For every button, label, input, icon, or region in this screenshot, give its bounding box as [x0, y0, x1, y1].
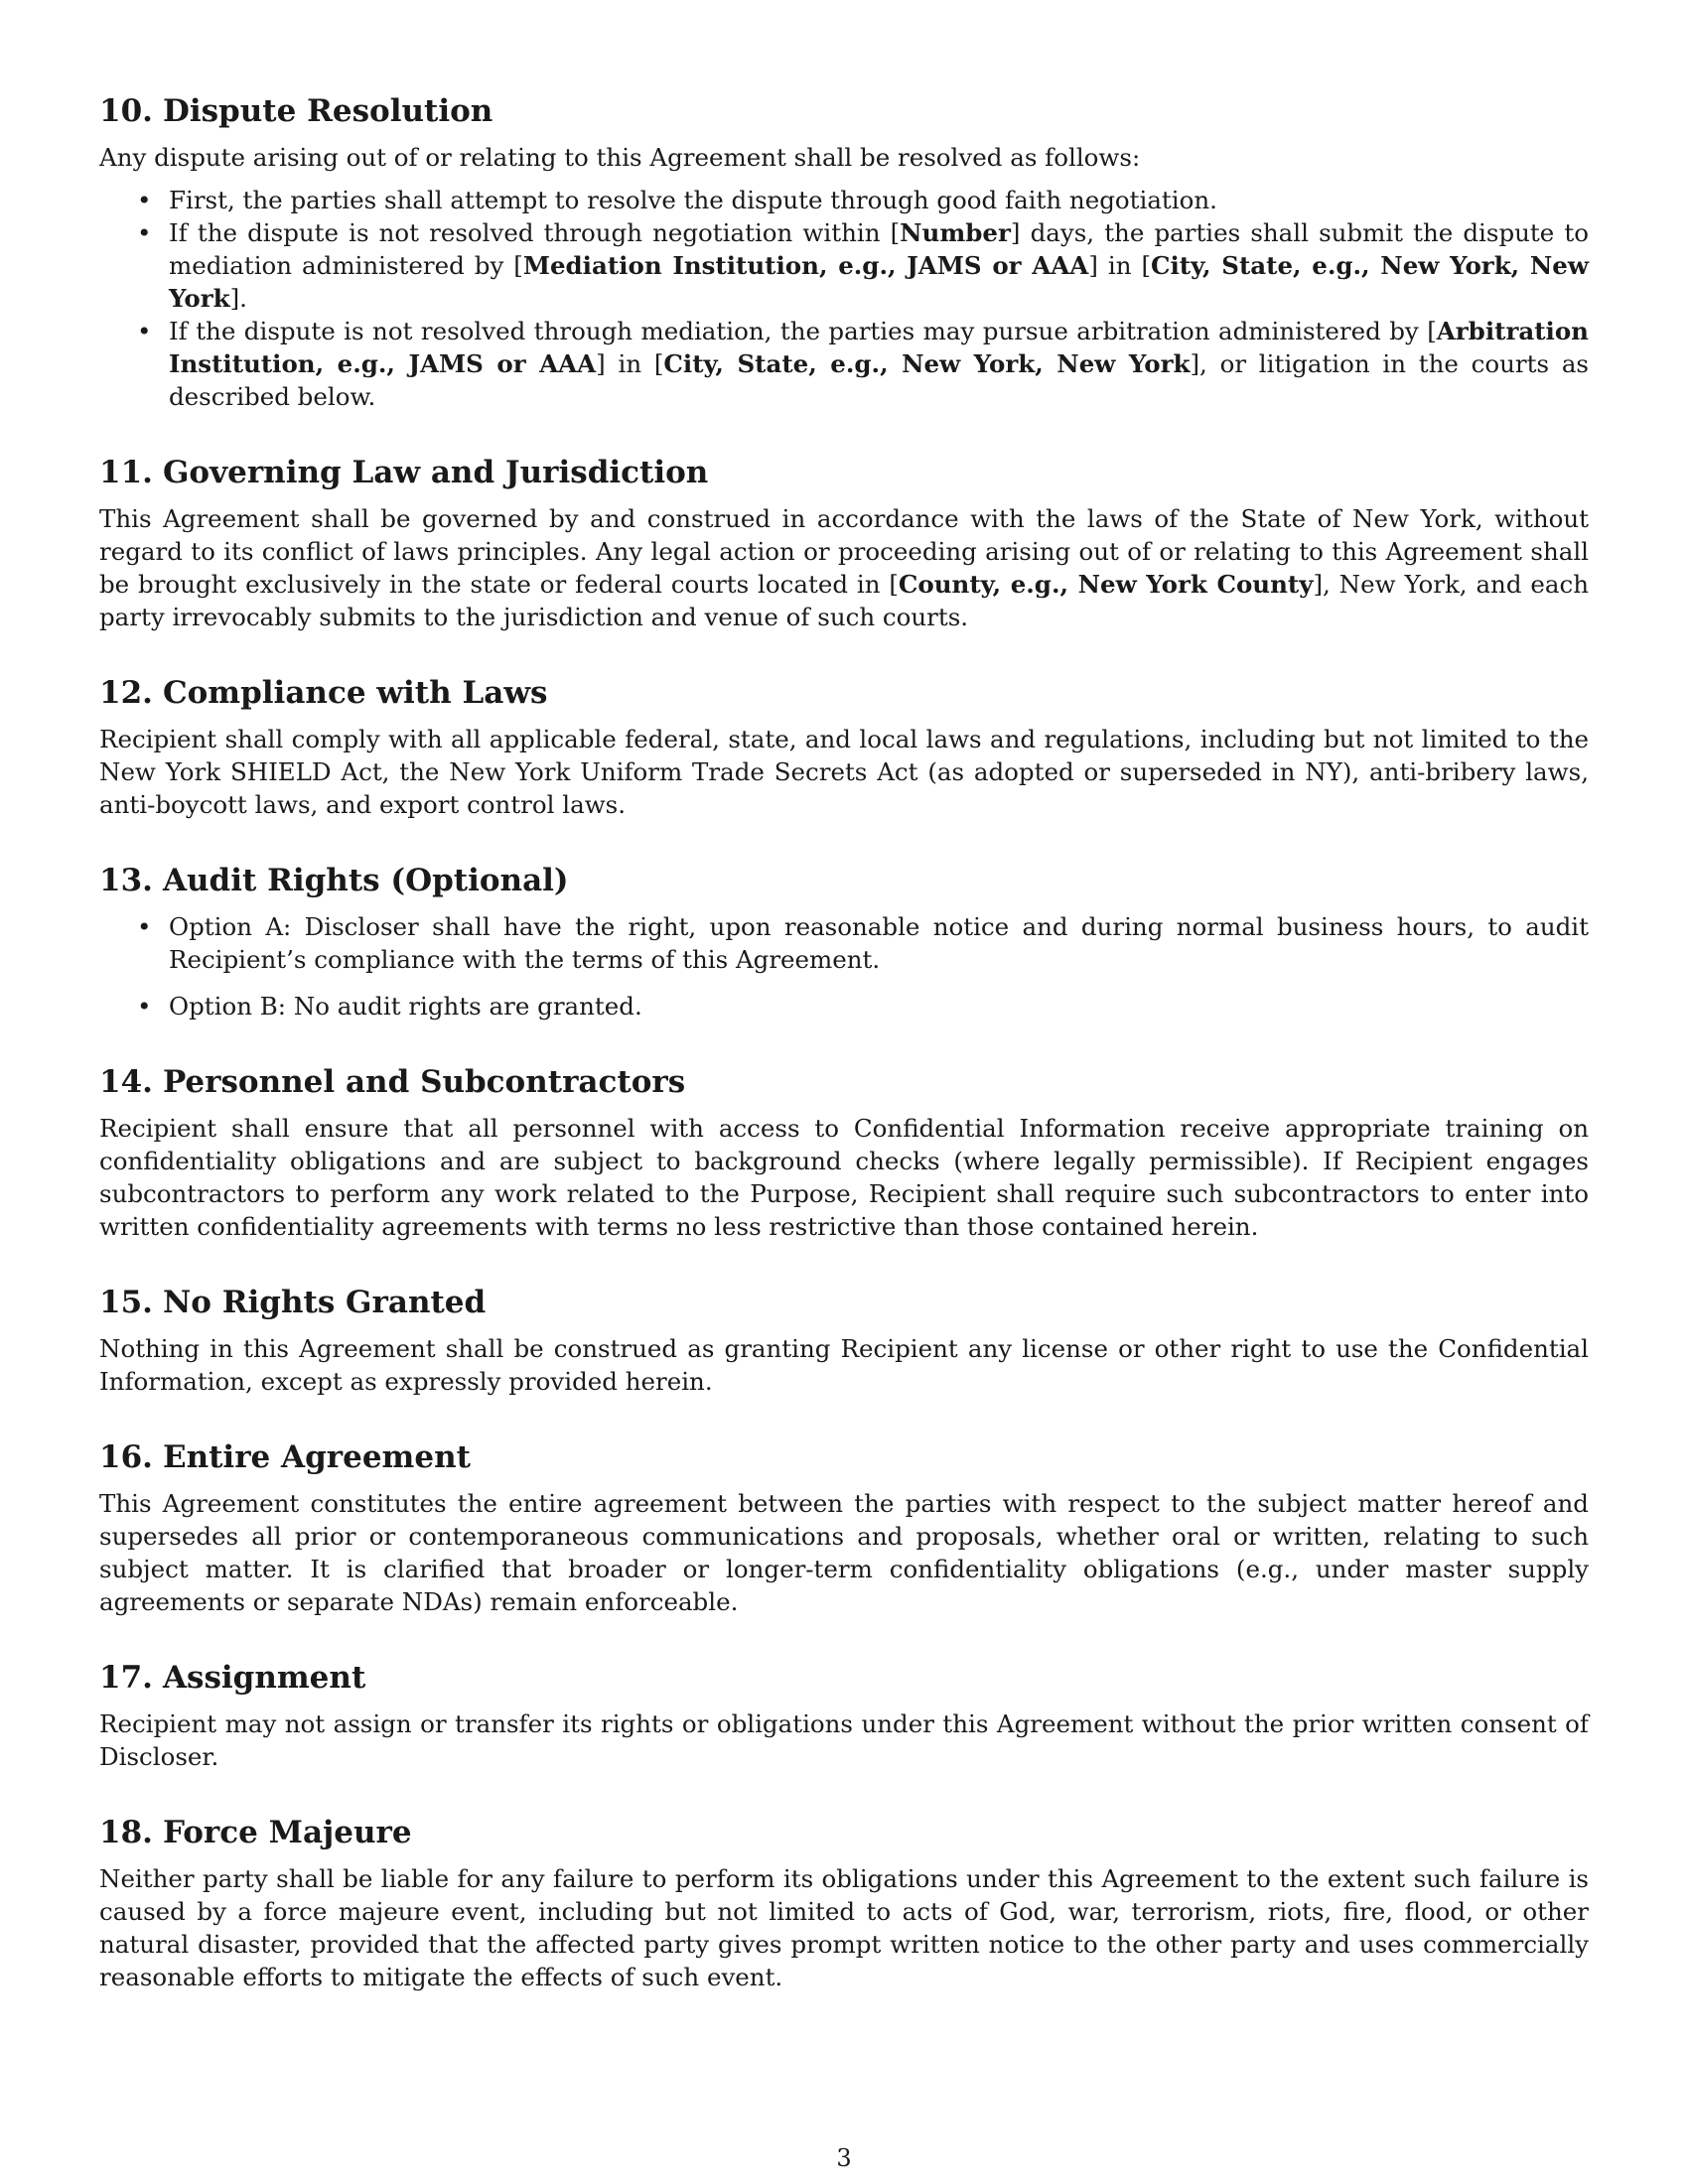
section-number: 16. [99, 1439, 153, 1475]
bullet-icon: • [137, 186, 152, 214]
bullet-list [99, 184, 1589, 413]
section-dispute-resolution [99, 91, 1589, 413]
section-assignment [99, 1658, 1589, 1773]
section-body: Neither party shall be liable for any failure to perform its obligations under this Agreement to the extent such failure is caused by a force majeure event, including but not limited to acts of God, war, terrorism, riots, fire, flood, or other natural disaster, provided that the affected party gives prompt written notice to the other party and uses commercially reasonable efforts to mitigate the effects of such event. [99, 1864, 1589, 1991]
section-force-majeure [99, 1813, 1589, 1993]
section-body: Recipient may not assign or transfer its rights or obligations under this Agreement without the prior written consent of Discloser. [99, 1709, 1589, 1771]
section-governing-law [99, 453, 1589, 633]
section-body: Recipient shall ensure that all personnel with access to Confidential Information receive appropriate training on confidentiality obligations and are subject to background checks (where legally permissible). If Recipient engages subcontractors to perform any work related to the Purpose, Recipient shall require such subcontractors to enter into written confidentiality agreements with terms no less restrictive than those contained herein. [99, 1114, 1589, 1241]
section-number: 17. [99, 1660, 153, 1696]
section-number: 13. [99, 863, 153, 898]
section-heading [99, 861, 1589, 900]
section-heading [99, 1658, 1589, 1698]
list-item: • Option A: Discloser shall have the right, upon reasonable notice and during normal business hours, to audit Recipient’s compliance with the terms of this Agreement. [137, 912, 1589, 974]
bullet-icon: • [137, 218, 152, 247]
section-heading [99, 1283, 1589, 1322]
placeholder-field: County, e.g., New York County [898, 570, 1314, 599]
section-number: 10. [99, 93, 153, 129]
section-number: 12. [99, 675, 153, 711]
placeholder-field: Number [900, 218, 1011, 247]
placeholder-field: Mediation Institution, e.g., JAMS or AAA [522, 251, 1089, 280]
section-title: Personnel and Subcontractors [162, 1064, 686, 1100]
bullet-icon: • [137, 317, 152, 345]
section-title: Dispute Resolution [162, 93, 493, 129]
section-no-rights-granted [99, 1283, 1589, 1398]
section-title: Compliance with Laws [162, 675, 548, 711]
section-body: This Agreement shall be governed by and construed in accordance with the laws of the State of New York, without regard to its conflict of laws principles. Any legal action or proceeding arising out of or relating to this Agreement shall be brought exclusively in the state or federal courts located in [County, e.g., New York County], New York, and each party irrevocably submits to the jurisdiction and venue of such courts. [99, 504, 1589, 631]
section-personnel-subcontractors [99, 1062, 1589, 1243]
placeholder-field: Arbitration Institution, e.g., JAMS or AAA [169, 317, 1589, 378]
section-intro: Any dispute arising out of or relating to this Agreement shall be resolved as follows: [99, 143, 1141, 172]
section-title: Assignment [162, 1660, 366, 1696]
list-item: • If the dispute is not resolved through negotiation within [Number] days, the parties shall submit the dispute to mediation administered by [Mediation Institution, e.g., JAMS or AAA] in [City, State, e.g., New York, New York]. [137, 218, 1589, 313]
section-entire-agreement [99, 1437, 1589, 1618]
section-title: No Rights Granted [162, 1285, 487, 1320]
list-item: • Option B: No audit rights are granted. [137, 992, 642, 1021]
section-compliance-with-laws [99, 673, 1589, 821]
bullet-icon: • [137, 992, 152, 1021]
list-item: • First, the parties shall attempt to resolve the dispute through good faith negotiation. [137, 186, 1217, 214]
section-heading [99, 453, 1589, 492]
section-number: 15. [99, 1285, 153, 1320]
page-number: 3 [836, 2144, 852, 2172]
section-title: Governing Law and Jurisdiction [162, 455, 709, 490]
placeholder-field: City, State, e.g., New York, New York [663, 349, 1191, 378]
bullet-icon: • [137, 912, 152, 941]
section-number: 18. [99, 1815, 153, 1850]
section-audit-rights [99, 861, 1589, 1023]
bullet-list [99, 910, 1589, 1023]
section-title: Force Majeure [162, 1815, 412, 1850]
section-number: 14. [99, 1064, 153, 1100]
section-heading [99, 673, 1589, 713]
placeholder-field: City, State, e.g., New York, New York [169, 251, 1589, 313]
section-body: This Agreement constitutes the entire agreement between the parties with respect to the subject matter hereof and supersedes all prior or contemporaneous communications and proposals, whether oral or written, relating to such subject matter. It is clarified that broader or longer-term confidentiality obligations (e.g., under master supply agreements or separate NDAs) remain enforceable. [99, 1489, 1589, 1616]
section-heading [99, 1813, 1589, 1852]
section-heading [99, 1062, 1589, 1102]
section-heading [99, 1437, 1589, 1477]
section-title: Entire Agreement [162, 1439, 471, 1475]
section-body: Nothing in this Agreement shall be construed as granting Recipient any license or other right to use the Confidential Information, except as expressly provided herein. [99, 1334, 1589, 1396]
section-number: 11. [99, 455, 153, 490]
list-item: • If the dispute is not resolved through mediation, the parties may pursue arbitration administered by [Arbitration Institution, e.g., JAMS or AAA] in [City, State, e.g., New York, New York], or litigation in the courts as described below. [137, 317, 1590, 411]
section-body: Recipient shall comply with all applicable federal, state, and local laws and regulations, including but not limited to the New York SHIELD Act, the New York Uniform Trade Secrets Act (as adopted or superseded in NY), anti-bribery laws, anti-boycott laws, and export control laws. [99, 725, 1589, 819]
section-heading [99, 91, 1589, 131]
document-page [99, 91, 1589, 2033]
section-title: Audit Rights (Optional) [162, 863, 569, 898]
